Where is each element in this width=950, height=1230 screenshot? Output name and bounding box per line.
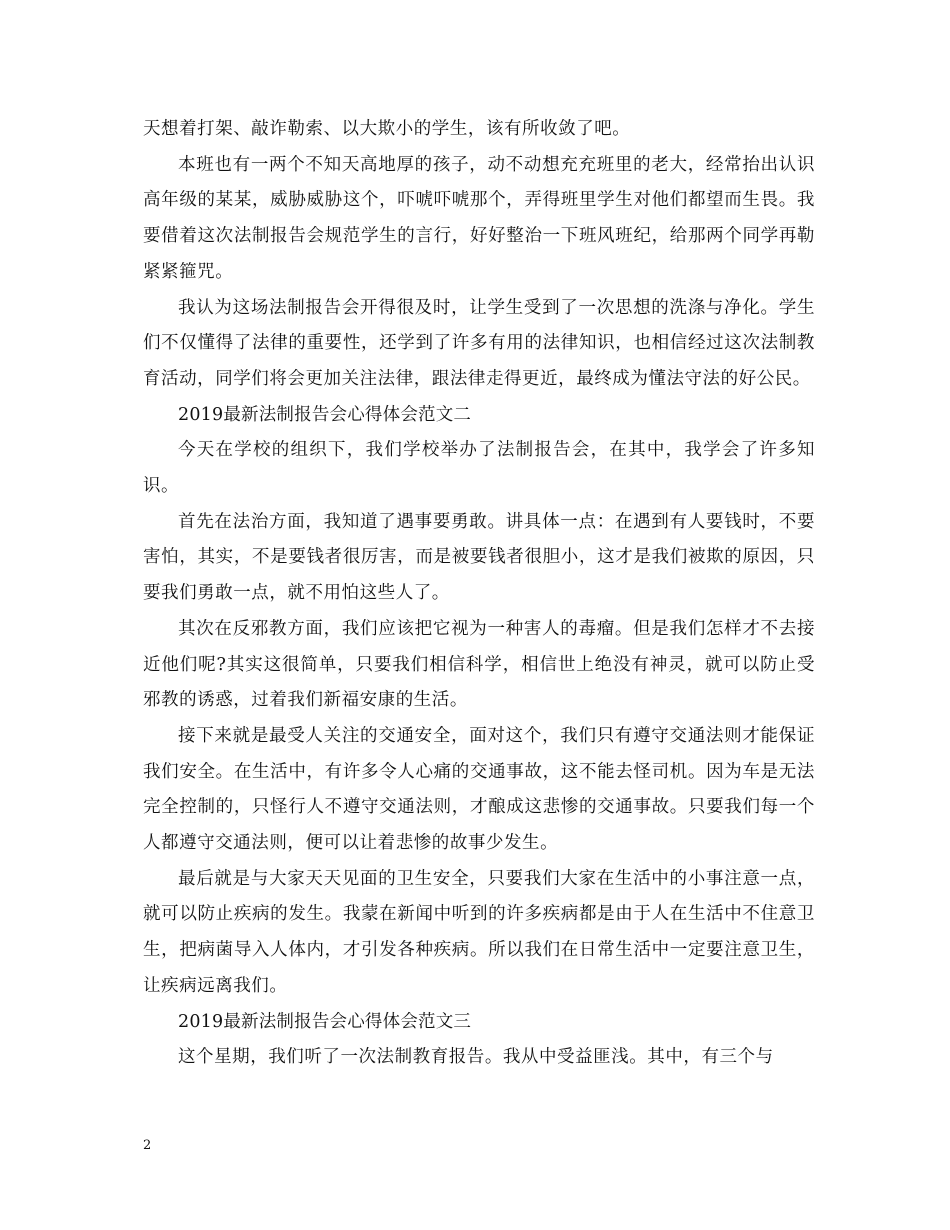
paragraph-report-timely: 我认为这场法制报告会开得很及时，让学生受到了一次思想的洗涤与净化。学生们不仅懂得了法律的重要性，还学到了许多有用的法律知识，也相信经过这次法制教育活动，同学们将会更加关注法律，跟法律走得更近，最终成为懂法守法的好公民。 [143,297,815,389]
section-heading-essay-three: 2019最新法制报告会心得体会范文三 [178,1011,472,1032]
document-body [143,112,815,1076]
paragraph-anti-cult: 其次在反邪教方面，我们应该把它视为一种害人的毒瘤。但是我们怎样才不去接近他们呢?其实这很简单，只要我们相信科学，相信世上绝没有神灵，就可以防止受邪教的诱惑，过着我们新福安康的生活。 [143,618,815,711]
paragraph-continuation: 天想着打架、敲诈勒索、以大欺小的学生，该有所收敛了吧。 [143,119,631,139]
paragraph-this-week: 这个星期，我们听了一次法制教育报告。我从中受益匪浅。其中，有三个与 [178,1047,774,1068]
paragraph-traffic-safety: 接下来就是最受人关注的交通安全，面对这个，我们只有遵守交通法则才能保证我们安全。在生活中，有许多令人心痛的交通事故，这不能去怪司机。因为车是无法完全控制的，只怪行人不遵守交通法则，才酿成这悲惨的交通事故。只要我们每一个人都遵守交通法则，便可以让着悲惨的故事少发生。 [143,725,815,854]
paragraph-class-bullies: 本班也有一两个不知天高地厚的孩子，动不动想充充班里的老大，经常抬出认识高年级的某某，威胁威胁这个，吓唬吓唬那个，弄得班里学生对他们都望而生畏。我要借着这次法制报告会规范学生的言行，好好整治一下班风班纪，给那两个同学再勒紧紧箍咒。 [143,154,815,282]
paragraph-rule-of-law: 首先在法治方面，我知道了遇事要勇敢。讲具体一点：在遇到有人要钱时，不要害怕，其实，不是要钱者很厉害，而是被要钱者很胆小，这才是我们被欺的原因，只要我们勇敢一点，就不用怕这些人了。 [143,511,815,604]
paragraph-school-event: 今天在学校的组织下，我们学校举办了法制报告会，在其中，我学会了许多知识。 [143,440,815,497]
page-number: 2 [143,1138,152,1153]
section-heading-essay-two: 2019最新法制报告会心得体会范文二 [178,404,472,425]
paragraph-hygiene-safety: 最后就是与大家天天见面的卫生安全，只要我们大家在生活中的小事注意一点，就可以防止疾病的发生。我蒙在新闻中听到的许多疾病都是由于人在生活中不住意卫生，把病菌导入人体内，才引发各种疾病。所以我们在日常生活中一定要注意卫生，让疾病远离我们。 [143,868,815,996]
